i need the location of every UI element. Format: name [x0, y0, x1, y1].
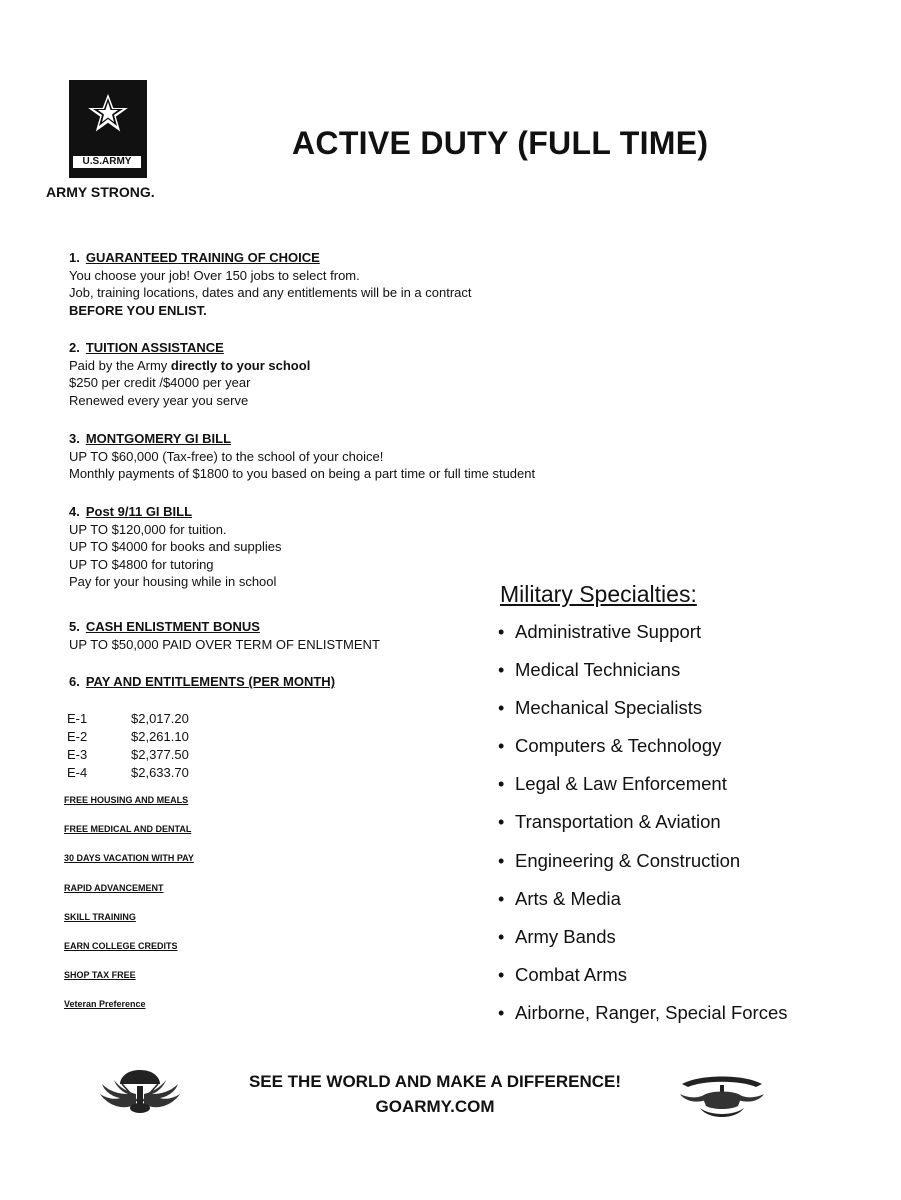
pay-grade: E-4	[67, 765, 88, 780]
footer-website: GOARMY.COM	[375, 1097, 495, 1116]
section-line: $250 per credit /$4000 per year	[69, 375, 251, 390]
section-cash-bonus	[69, 618, 380, 653]
perk-item: EARN COLLEGE CREDITS	[64, 940, 178, 951]
specialties-list	[500, 617, 788, 1036]
perk-item: FREE MEDICAL AND DENTAL	[64, 824, 192, 835]
section-heading	[69, 618, 380, 636]
section-number: 5.	[69, 619, 80, 634]
section-line-text: Paid by the Army	[69, 357, 171, 373]
footer	[200, 1069, 670, 1119]
section-line: UP TO $4800 for tutoring	[69, 556, 214, 572]
section-heading	[69, 503, 281, 521]
footer-slogan: SEE THE WORLD AND MAKE A DIFFERENCE!	[248, 1072, 622, 1091]
section-line: You choose your job! Over 150 jobs to select from.	[69, 267, 360, 283]
military-specialties	[500, 581, 788, 1036]
air-assault-badge-icon	[676, 1070, 768, 1122]
specialties-title: Military Specialties:	[500, 581, 697, 607]
army-strong-tagline: ARMY STRONG.	[46, 184, 155, 200]
section-title: CASH ENLISTMENT BONUS	[85, 619, 260, 634]
section-line: Job, training locations, dates and any entitlements will be in a contract	[69, 285, 472, 300]
pay-amount: $2,017.20	[131, 711, 189, 726]
specialty-item: • Mechanical Specialists	[500, 693, 788, 731]
specialty-item: • Arts & Media	[500, 884, 788, 922]
perk-item: SKILL TRAINING	[64, 911, 136, 922]
perks-list	[64, 793, 194, 1027]
section-line: BEFORE YOU ENLIST.	[69, 302, 207, 318]
pay-grade: E-3	[67, 747, 88, 762]
section-line: Pay for your housing while in school	[69, 574, 277, 589]
pay-grade: E-1	[67, 711, 88, 726]
specialty-item: • Computers & Technology	[500, 731, 788, 769]
section-title: GUARANTEED TRAINING OF CHOICE	[85, 250, 320, 265]
specialty-item: • Administrative Support	[500, 617, 788, 655]
specialty-item: • Transportation & Aviation	[500, 807, 788, 845]
us-army-text: U.S.ARMY	[82, 156, 132, 167]
section-line-bold: directly to your school	[170, 357, 311, 373]
section-line: Renewed every year you serve	[69, 392, 249, 408]
section-number: 3.	[69, 431, 80, 446]
section-title: TUITION ASSISTANCE	[85, 340, 224, 355]
section-number: 4.	[69, 504, 80, 519]
pay-row	[67, 728, 189, 746]
star-icon	[83, 88, 133, 138]
pay-row	[67, 746, 189, 764]
pay-table	[67, 710, 189, 782]
section-title: Post 9/11 GI BILL	[85, 504, 193, 519]
section-title: PAY AND ENTITLEMENTS (PER MONTH)	[85, 674, 336, 689]
section-line	[69, 357, 310, 375]
section-heading	[69, 673, 335, 691]
perk-item: Veteran Preference	[64, 999, 146, 1010]
section-number: 1.	[69, 250, 80, 265]
section-montgomery-gi-bill	[69, 430, 535, 483]
section-line: UP TO $60,000 (Tax-free) to the school of your choice!	[69, 448, 384, 464]
section-post-911-gi-bill	[69, 503, 281, 591]
army-star-emblem	[69, 80, 147, 178]
section-heading	[69, 339, 310, 357]
specialty-item: • Army Bands	[500, 922, 788, 960]
parachutist-badge-icon	[96, 1064, 184, 1116]
pay-amount: $2,377.50	[131, 747, 189, 762]
specialty-item: • Airborne, Ranger, Special Forces	[500, 998, 788, 1036]
section-line: UP TO $50,000 PAID OVER TERM OF ENLISTMENT	[69, 636, 380, 652]
pay-amount: $2,633.70	[131, 765, 189, 780]
pay-grade: E-2	[67, 729, 88, 744]
section-line: UP TO $120,000 for tuition.	[69, 521, 227, 537]
pay-row	[67, 710, 189, 728]
pay-row	[67, 764, 189, 782]
specialty-item: • Legal & Law Enforcement	[500, 769, 788, 807]
perk-item: FREE HOUSING AND MEALS	[64, 795, 189, 805]
section-heading	[69, 249, 472, 267]
specialty-item: • Engineering & Construction	[500, 846, 788, 884]
section-pay-entitlements	[69, 673, 335, 691]
section-title: MONTGOMERY GI BILL	[85, 431, 232, 446]
page-title: ACTIVE DUTY (FULL TIME)	[292, 125, 709, 161]
section-tuition-assistance	[69, 339, 310, 409]
us-army-band	[71, 154, 143, 170]
section-training-choice	[69, 249, 472, 319]
section-heading	[69, 430, 535, 448]
specialty-item: • Medical Technicians	[500, 655, 788, 693]
perk-item: SHOP TAX FREE	[64, 970, 136, 981]
section-line: UP TO $4000 for books and supplies	[69, 539, 282, 554]
perk-item: RAPID ADVANCEMENT	[64, 882, 164, 893]
section-line: Monthly payments of $1800 to you based on being a part time or full time student	[69, 466, 536, 481]
army-logo	[44, 80, 184, 200]
specialty-item: • Combat Arms	[500, 960, 788, 998]
pay-amount: $2,261.10	[131, 729, 189, 744]
section-number: 6.	[69, 674, 80, 689]
perk-item: 30 DAYS VACATION WITH PAY	[64, 853, 194, 864]
section-number: 2.	[69, 340, 80, 355]
